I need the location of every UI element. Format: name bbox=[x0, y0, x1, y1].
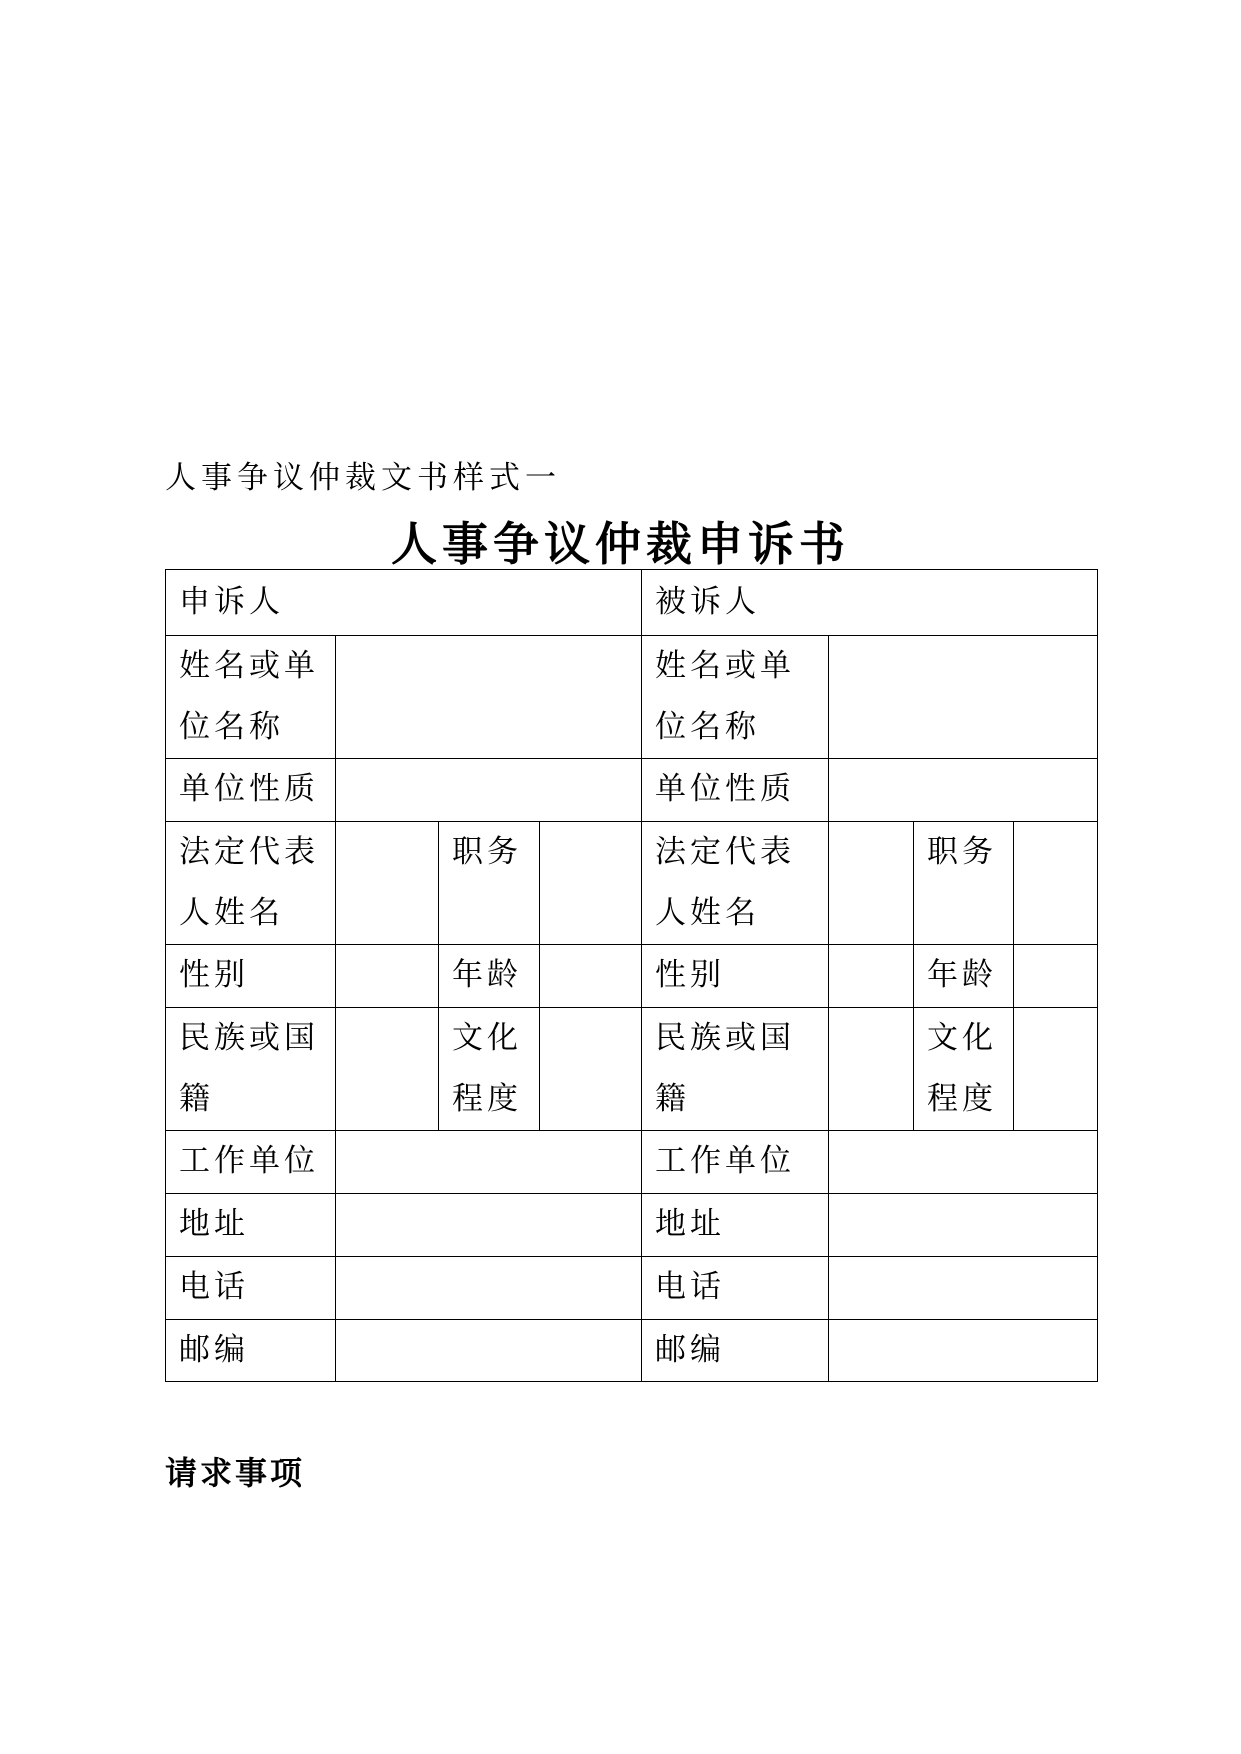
respondent-ethnicity-label: 民族或国籍 bbox=[642, 1008, 829, 1131]
applicant-age-field[interactable] bbox=[540, 945, 642, 1008]
respondent-workplace-field[interactable] bbox=[829, 1131, 1098, 1194]
applicant-legal-rep-label: 法定代表人姓名 bbox=[166, 822, 336, 945]
applicant-ethnicity-label: 民族或国籍 bbox=[166, 1008, 336, 1131]
respondent-name-label: 姓名或单位名称 bbox=[642, 636, 829, 759]
respondent-gender-field[interactable] bbox=[829, 945, 914, 1008]
respondent-education-label: 文化程度 bbox=[914, 1008, 1014, 1131]
applicant-address-label: 地址 bbox=[166, 1194, 336, 1257]
gender-age-row bbox=[166, 945, 1098, 1008]
legal-representative-row bbox=[166, 822, 1098, 945]
applicant-address-field[interactable] bbox=[336, 1194, 642, 1257]
applicant-workplace-field[interactable] bbox=[336, 1131, 642, 1194]
respondent-workplace-label: 工作单位 bbox=[642, 1131, 829, 1194]
unit-nature-row bbox=[166, 759, 1098, 822]
respondent-address-label: 地址 bbox=[642, 1194, 829, 1257]
ethnicity-education-row bbox=[166, 1008, 1098, 1131]
applicant-legal-rep-field[interactable] bbox=[336, 822, 439, 945]
respondent-header: 被诉人 bbox=[642, 570, 1098, 636]
applicant-postcode-label: 邮编 bbox=[166, 1320, 336, 1382]
respondent-legal-rep-label: 法定代表人姓名 bbox=[642, 822, 829, 945]
respondent-postcode-label: 邮编 bbox=[642, 1320, 829, 1382]
respondent-unit-nature-label: 单位性质 bbox=[642, 759, 829, 822]
respondent-address-field[interactable] bbox=[829, 1194, 1098, 1257]
applicant-phone-label: 电话 bbox=[166, 1257, 336, 1320]
applicant-gender-field[interactable] bbox=[336, 945, 439, 1008]
document-title: 人事争议仲裁申诉书 bbox=[391, 517, 850, 571]
respondent-unit-nature-field[interactable] bbox=[829, 759, 1098, 822]
applicant-unit-nature-field[interactable] bbox=[336, 759, 642, 822]
applicant-ethnicity-field[interactable] bbox=[336, 1008, 439, 1131]
applicant-education-label: 文化程度 bbox=[439, 1008, 540, 1131]
respondent-legal-rep-field[interactable] bbox=[829, 822, 914, 945]
applicant-position-label: 职务 bbox=[439, 822, 540, 945]
postcode-row bbox=[166, 1320, 1098, 1382]
applicant-name-label: 姓名或单位名称 bbox=[166, 636, 336, 759]
respondent-position-label: 职务 bbox=[914, 822, 1014, 945]
applicant-unit-nature-label: 单位性质 bbox=[166, 759, 336, 822]
respondent-phone-label: 电话 bbox=[642, 1257, 829, 1320]
applicant-age-label: 年龄 bbox=[439, 945, 540, 1008]
respondent-education-field[interactable] bbox=[1014, 1008, 1098, 1131]
arbitration-form-table bbox=[165, 569, 1098, 1382]
applicant-position-field[interactable] bbox=[540, 822, 642, 945]
applicant-workplace-label: 工作单位 bbox=[166, 1131, 336, 1194]
name-row bbox=[166, 636, 1098, 759]
applicant-name-field[interactable] bbox=[336, 636, 642, 759]
respondent-age-field[interactable] bbox=[1014, 945, 1098, 1008]
applicant-phone-field[interactable] bbox=[336, 1257, 642, 1320]
respondent-phone-field[interactable] bbox=[829, 1257, 1098, 1320]
respondent-gender-label: 性别 bbox=[642, 945, 829, 1008]
phone-row bbox=[166, 1257, 1098, 1320]
applicant-education-field[interactable] bbox=[540, 1008, 642, 1131]
respondent-ethnicity-field[interactable] bbox=[829, 1008, 914, 1131]
respondent-name-field[interactable] bbox=[829, 636, 1098, 759]
applicant-header: 申诉人 bbox=[166, 570, 642, 636]
respondent-position-field[interactable] bbox=[1014, 822, 1098, 945]
address-row bbox=[166, 1194, 1098, 1257]
respondent-age-label: 年龄 bbox=[914, 945, 1014, 1008]
request-items-heading: 请求事项 bbox=[165, 1454, 306, 1492]
party-header-row bbox=[166, 570, 1098, 636]
document-subtitle: 人事争议仲裁文书样式一 bbox=[165, 460, 561, 496]
applicant-gender-label: 性别 bbox=[166, 945, 336, 1008]
applicant-postcode-field[interactable] bbox=[336, 1320, 642, 1382]
respondent-postcode-field[interactable] bbox=[829, 1320, 1098, 1382]
workplace-row bbox=[166, 1131, 1098, 1194]
